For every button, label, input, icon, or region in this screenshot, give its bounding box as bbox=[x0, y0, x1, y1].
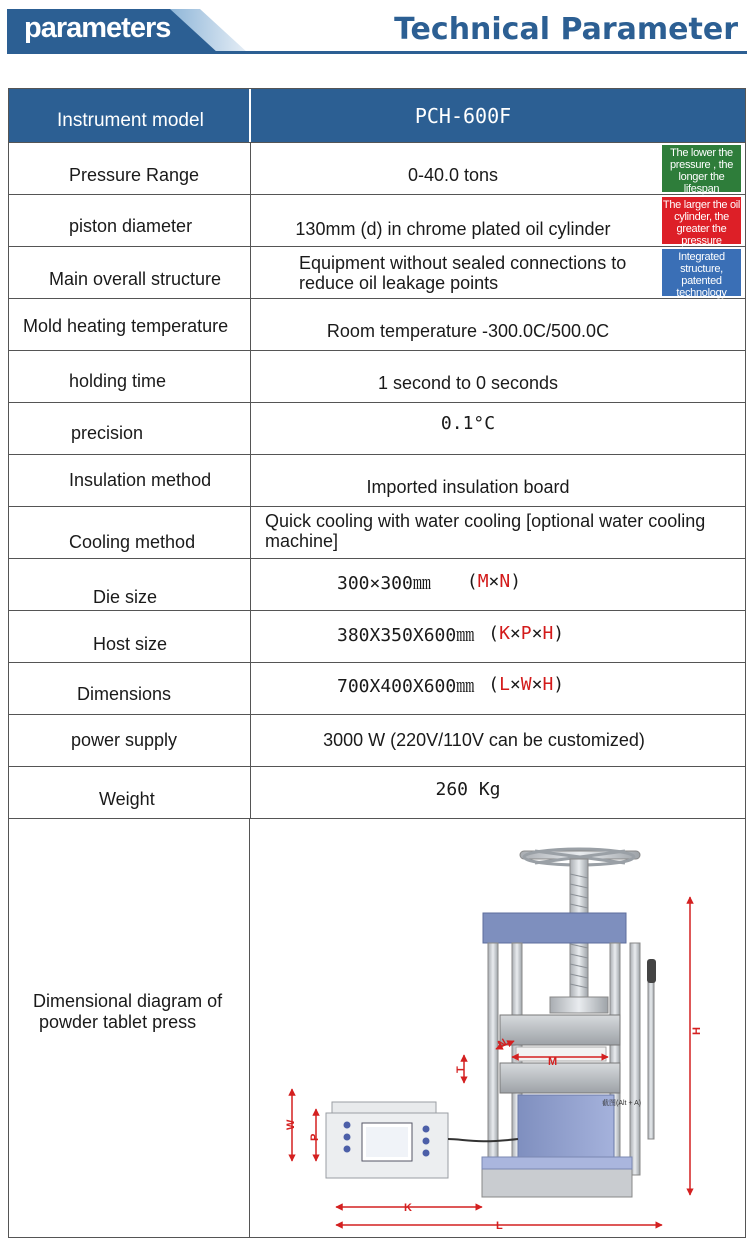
row-value: Equipment without sealed connections to reduce oil leakage points bbox=[299, 252, 627, 293]
row-label: Die size bbox=[9, 559, 251, 610]
row-value: 3000 W (220V/110V can be customized) bbox=[323, 730, 645, 750]
row-value: 700X400X600㎜ bbox=[337, 675, 475, 697]
header-divider bbox=[7, 51, 747, 54]
diagram-cell bbox=[250, 819, 745, 1237]
dim-code-letter: H bbox=[542, 674, 554, 695]
pressure-badge: The larger the oil cylinder, the greater the pressure bbox=[662, 199, 741, 247]
table-row bbox=[9, 403, 745, 455]
row-label: Cooling method bbox=[9, 507, 251, 558]
row-value: 380X350X600㎜ bbox=[337, 624, 475, 646]
table-row bbox=[9, 507, 745, 559]
row-value: 0.1°C bbox=[440, 413, 496, 434]
header-model: PCH-600F bbox=[414, 103, 512, 128]
header-label: Instrument model bbox=[9, 89, 251, 142]
dim-label: W bbox=[285, 1119, 297, 1130]
column bbox=[630, 943, 640, 1175]
dim-code-letter: K bbox=[499, 623, 510, 644]
row-label: precision bbox=[9, 403, 251, 454]
row-label: Dimensions bbox=[9, 663, 251, 714]
upper-platen bbox=[500, 1015, 620, 1045]
row-value: Imported insulation board bbox=[366, 477, 570, 497]
row-value: Room temperature -300.0C/500.0C bbox=[326, 321, 610, 341]
diagram-label bbox=[9, 819, 250, 1237]
row-label: holding time bbox=[9, 351, 251, 402]
dim-label: L bbox=[496, 1220, 503, 1232]
dim-label: T bbox=[455, 1066, 467, 1073]
structure-badge: Integrated structure, patented technology bbox=[662, 249, 741, 296]
row-label: Mold heating temperature bbox=[9, 299, 251, 350]
table-row bbox=[9, 611, 745, 663]
dim-label: K bbox=[404, 1202, 412, 1214]
row-label: Insulation method bbox=[9, 455, 251, 506]
dim-label: P bbox=[309, 1133, 321, 1141]
row-label: Weight bbox=[9, 767, 251, 818]
row-value: 0-40.0 tons bbox=[407, 165, 499, 185]
diagram-label-line: powder tablet press bbox=[39, 1012, 197, 1032]
base-plate bbox=[482, 1157, 632, 1169]
screw-collar bbox=[550, 997, 608, 1013]
row-label: piston diameter bbox=[9, 195, 251, 246]
row-value: 260 Kg bbox=[435, 779, 501, 800]
table-row bbox=[9, 715, 745, 767]
row-value: 1 second to 0 seconds bbox=[377, 373, 559, 393]
dim-code: (K×P×H) bbox=[488, 623, 565, 644]
page-header bbox=[0, 0, 750, 60]
dim-code-letter: W bbox=[520, 674, 532, 695]
dim-code: (L×W×H) bbox=[488, 674, 565, 695]
table-row-diagram bbox=[9, 819, 745, 1237]
table-row bbox=[9, 247, 745, 299]
dim-code-letter: L bbox=[499, 674, 510, 695]
lower-platen bbox=[500, 1063, 620, 1093]
dim-code-letter: M bbox=[477, 571, 489, 592]
page-title: Technical Parameter bbox=[394, 12, 738, 47]
dim-code: (M×N) bbox=[466, 571, 522, 592]
dim-code-letter: H bbox=[542, 623, 554, 644]
row-value: 130mm (d) in chrome plated oil cylinder bbox=[295, 219, 611, 239]
machine-base bbox=[482, 1167, 632, 1197]
pump-lever bbox=[648, 969, 654, 1139]
row-label: Host size bbox=[9, 611, 251, 662]
row-label: power supply bbox=[9, 715, 251, 766]
table-row bbox=[9, 559, 745, 611]
header-tab-label: parameters bbox=[24, 12, 171, 44]
controller-box bbox=[326, 1102, 448, 1178]
hose bbox=[448, 1139, 518, 1141]
tablet-press-diagram bbox=[250, 819, 745, 1235]
table-row bbox=[9, 143, 745, 195]
table-row bbox=[9, 663, 745, 715]
table-row bbox=[9, 299, 745, 351]
table-header-row bbox=[9, 89, 745, 143]
top-crossbeam bbox=[483, 913, 626, 943]
screenshot-hint: 截图(Alt + A) bbox=[602, 1100, 642, 1107]
dim-label: N bbox=[496, 1036, 509, 1052]
row-label: Main overall structure bbox=[9, 247, 251, 298]
lever-grip bbox=[647, 959, 656, 983]
dim-label: M bbox=[548, 1056, 558, 1068]
lifespan-badge: The lower the pressure , the longer the lifespan bbox=[662, 145, 741, 192]
table-row bbox=[9, 455, 745, 507]
table-row bbox=[9, 767, 745, 819]
row-value: Quick cooling with water cooling [optional water cooling machine] bbox=[265, 510, 706, 551]
row-value: 300×300㎜ bbox=[337, 572, 431, 594]
table-row bbox=[9, 195, 745, 247]
dim-label: H bbox=[691, 1027, 703, 1035]
dim-code-letter: P bbox=[520, 623, 532, 644]
mold-gap bbox=[516, 1047, 606, 1061]
dim-code-letter: N bbox=[499, 571, 511, 592]
table-row bbox=[9, 351, 745, 403]
row-label: Pressure Range bbox=[9, 143, 251, 194]
diagram-label-line: Dimensional diagram of bbox=[33, 991, 223, 1011]
spec-table bbox=[8, 88, 746, 1238]
